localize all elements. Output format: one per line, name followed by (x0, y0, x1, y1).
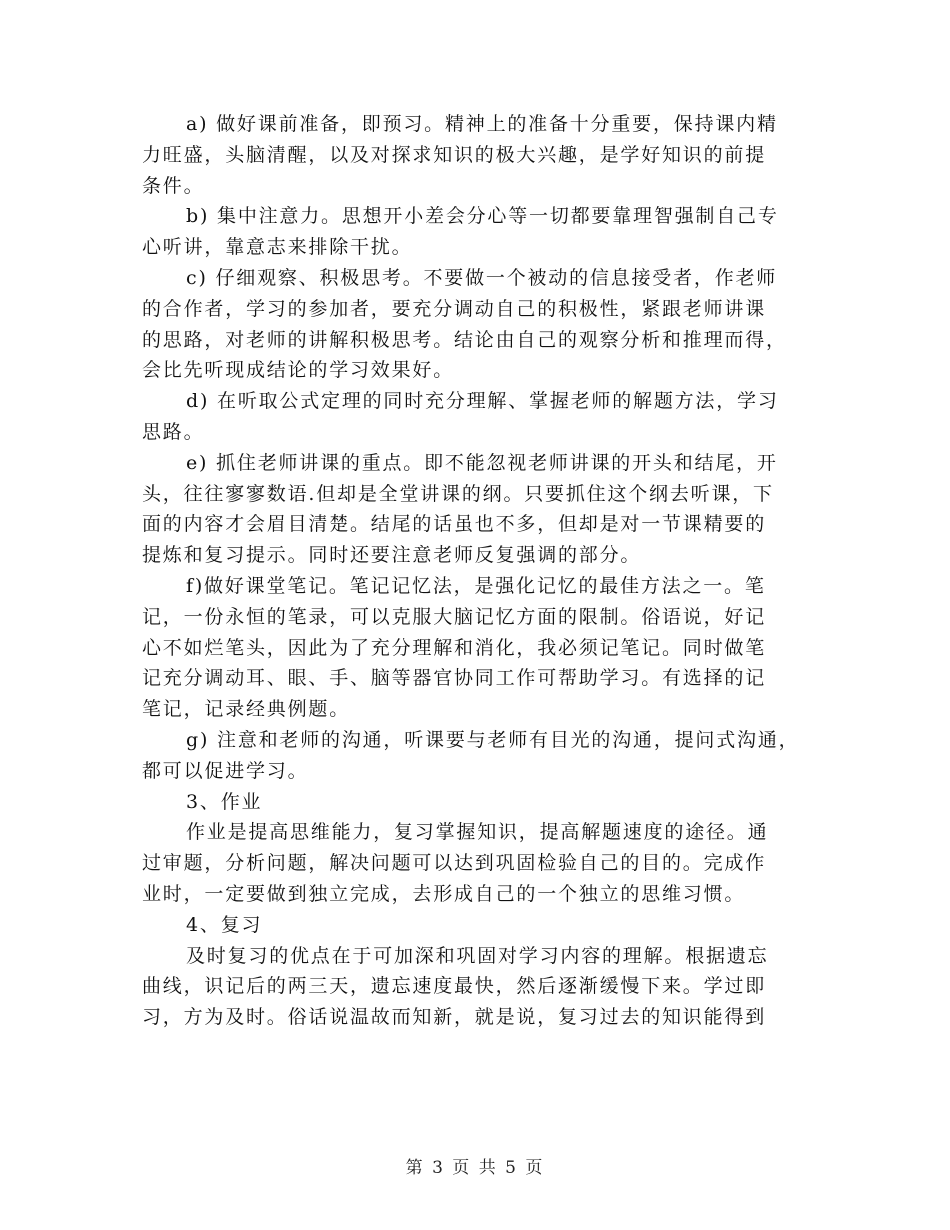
text-line: 力旺盛，头脑清醒，以及对探求知识的极大兴趣，是学好知识的前提 (142, 143, 767, 166)
text-line: d) 在听取公式定理的同时充分理解、掌握老师的解题方法，学习 (186, 390, 779, 413)
text-line: 记，一份永恒的笔录，可以克服大脑记忆方面的限制。俗语说，好记 (142, 605, 767, 628)
text-line: c) 仔细观察、积极思考。不要做一个被动的信息接受者，作老师 (186, 266, 778, 289)
text-line: f)做好课堂笔记。笔记记忆法，是强化记忆的最佳方法之一。笔 (186, 574, 766, 597)
text-line: 记充分调动耳、眼、手、脑等器官协同工作可帮助学习。有选择的记 (142, 667, 767, 690)
text-line: g) 注意和老师的沟通，听课要与老师有目光的沟通，提问式沟通， (186, 728, 800, 751)
text-line: a) 做好课前准备，即预习。精神上的准备十分重要，保持课内精 (186, 113, 778, 135)
text-line: b) 集中注意力。思想开小差会分心等一切都要靠理智强制自己专 (186, 205, 779, 228)
text-line: 笔记，记录经典例题。 (142, 698, 351, 721)
text-line: 的合作者，学习的参加者，要充分调动自己的积极性，紧跟老师讲课 (142, 297, 767, 320)
text-line: e) 抓住老师讲课的重点。即不能忽视老师讲课的开头和结尾，开 (186, 451, 778, 474)
text-line: 3、作业 (186, 790, 263, 813)
text-line: 心听讲，靠意志来排除干扰。 (142, 236, 413, 259)
text-line: 会比先听现成结论的学习效果好。 (142, 359, 455, 382)
text-line: 条件。 (142, 174, 205, 197)
page-number: 第 3 页 共 5 页 (405, 1158, 545, 1178)
text-line: 提炼和复习提示。同时还要注意老师反复强调的部分。 (142, 544, 642, 567)
text-line: 都可以促进学习。 (142, 759, 309, 782)
text-line: 业时，一定要做到独立完成，去形成自己的一个独立的思维习惯。 (142, 882, 746, 905)
text-line: 头，往往寥寥数语.但却是全堂讲课的纲。只要抓住这个纲去听课，下 (142, 482, 774, 505)
body-text (142, 109, 812, 1033)
text-line: 面的内容才会眉目清楚。结尾的话虽也不多，但却是对一节课精要的 (142, 513, 767, 536)
text-line: 4、复习 (186, 913, 263, 936)
text-line: 曲线，识记后的两三天，遗忘速度最快，然后逐渐缓慢下来。学过即 (142, 975, 767, 998)
text-line: 习，方为及时。俗话说温故而知新，就是说，复习过去的知识能得到 (142, 1006, 767, 1029)
text-line: 的思路，对老师的讲解积极思考。结论由自己的观察分析和推理而得， (142, 328, 787, 351)
text-line: 思路。 (142, 420, 205, 443)
text-line: 过审题，分析问题，解决问题可以达到巩固检验自己的目的。完成作 (142, 852, 767, 875)
text-line: 及时复习的优点在于可加深和巩固对学习内容的理解。根据遗忘 (186, 944, 769, 967)
text-line: 心不如烂笔头，因此为了充分理解和消化，我必须记笔记。同时做笔 (142, 636, 767, 659)
text-line: 作业是提高思维能力，复习掌握知识，提高解题速度的途径。通 (186, 821, 769, 844)
